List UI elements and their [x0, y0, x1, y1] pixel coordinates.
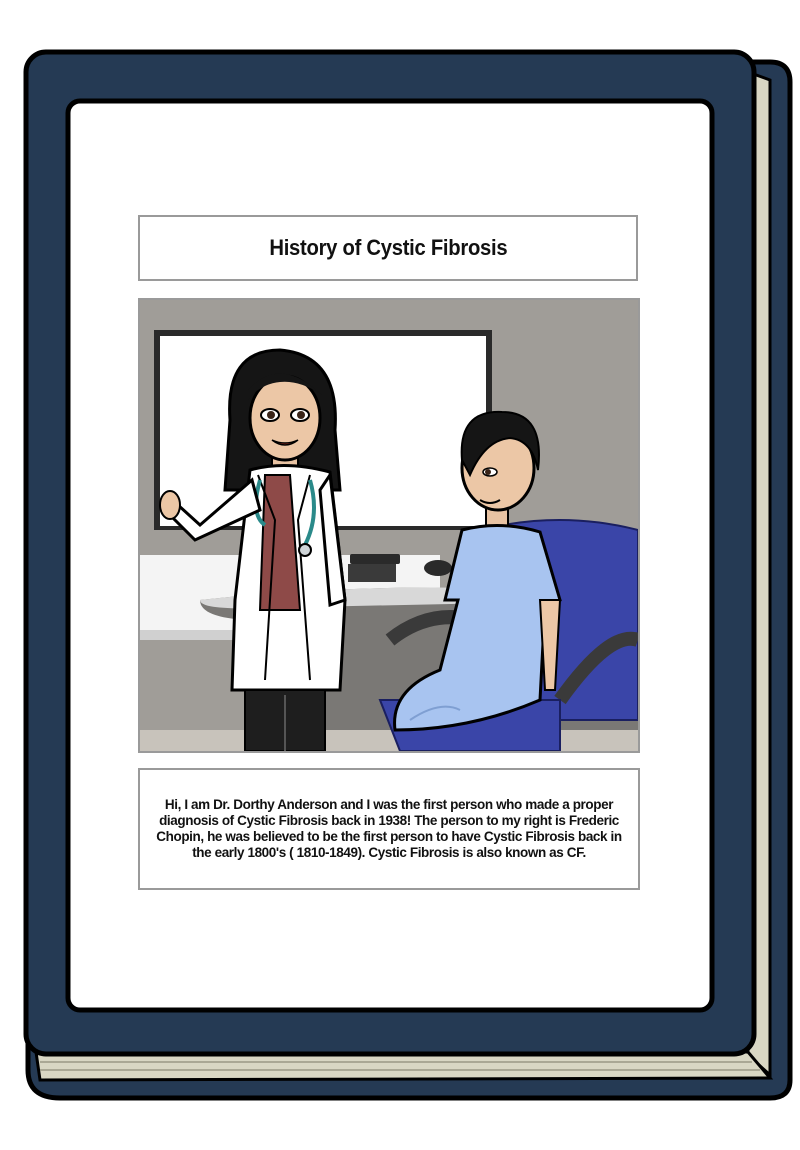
title-box — [138, 215, 638, 281]
illustration-scene — [138, 298, 640, 753]
storyboard-title: History of Cystic Fibrosis — [268, 235, 508, 260]
scene-illustration — [140, 300, 638, 751]
caption-text: Hi, I am Dr. Dorthy Anderson and I was the first person who made a proper diagnosis of Cystic Fibrosis back in 1938! The person to my right is Frederic Chopin, he was believed to be the first person to have Cystic Fibrosis back in the early 1800's ( 1810-1849). Cystic Fibrosis is also known as CF. — [156, 797, 622, 860]
caption-box — [138, 768, 640, 890]
